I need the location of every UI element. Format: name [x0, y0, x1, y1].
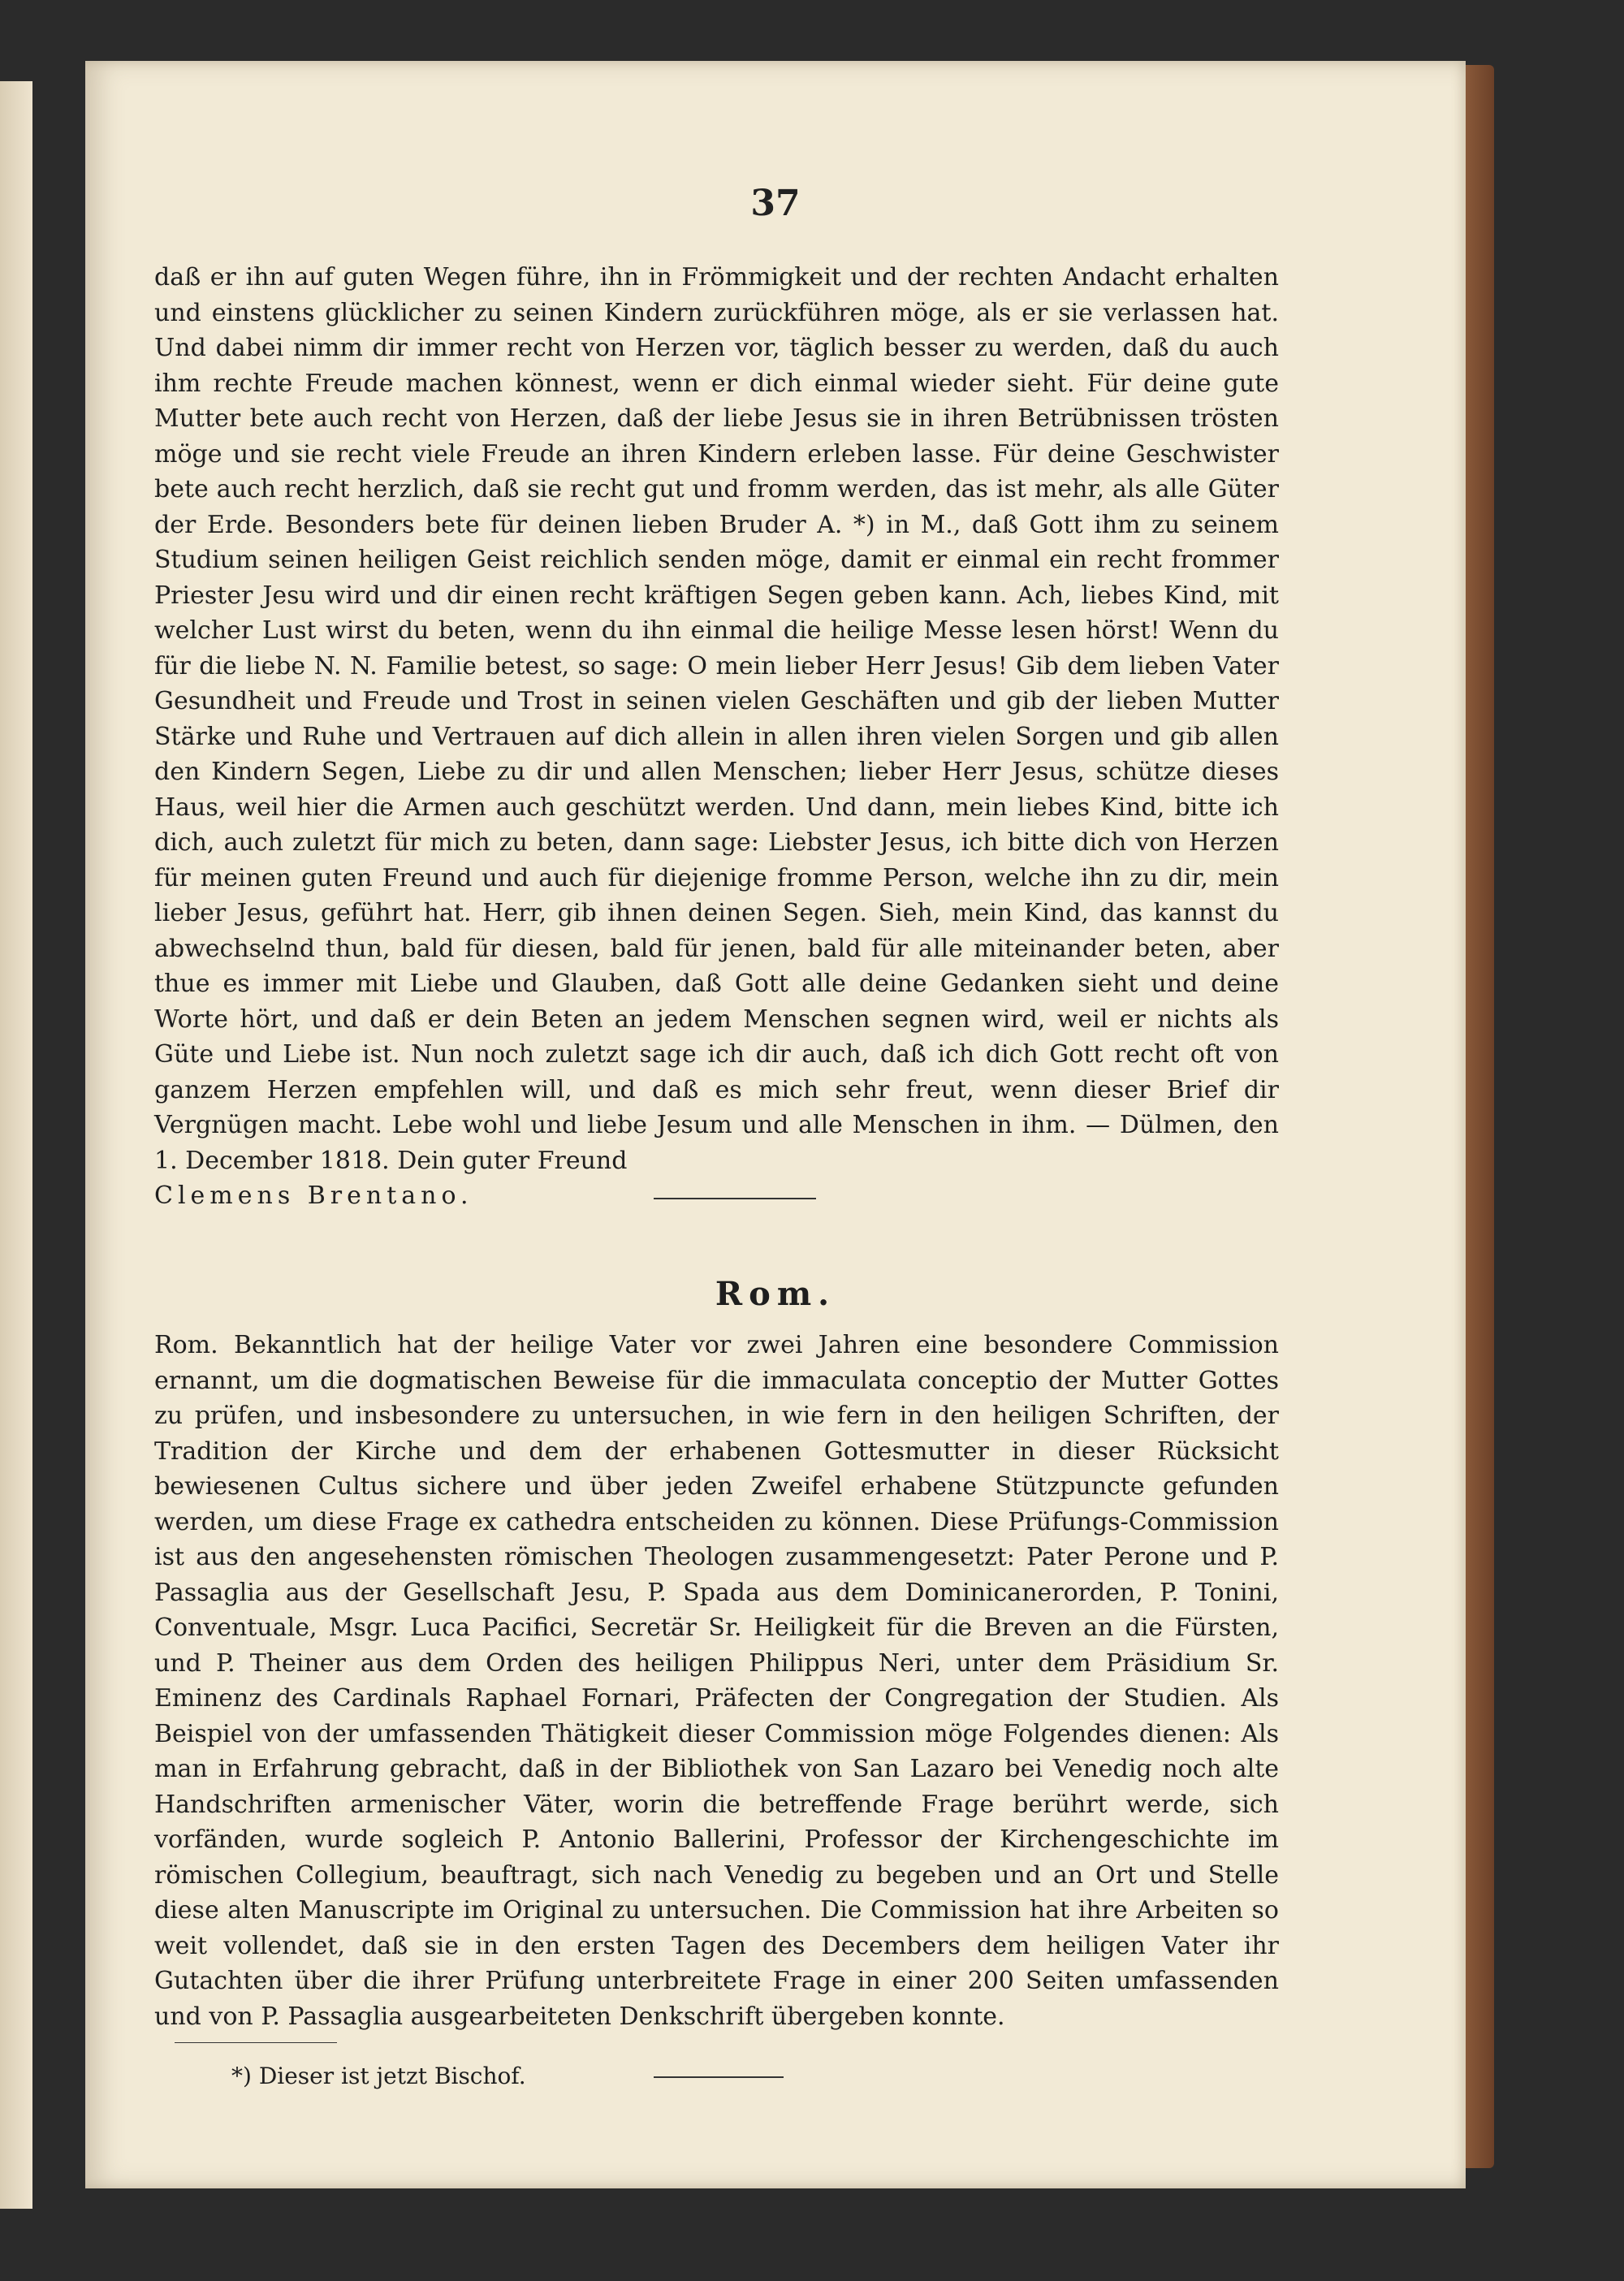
letter-text-block	[154, 260, 1279, 1214]
footnote-divider	[175, 2042, 337, 2043]
section-divider	[654, 1198, 816, 1199]
article-text-block	[154, 1328, 1279, 2034]
article-paragraph: Rom. Bekanntlich hat der heilige Vater vor zwei Jahren eine besondere Commission ernannt, um die dogmatischen Beweise für die immaculata conceptio der Mutter Gottes zu prüfen, und insbesondere zu untersuchen, in wie fern in den heiligen Schriften, der Tradition der Kirche und dem der erhabenen Gottesmutter in dieser Rücksicht bewiesenen Cultus sichere und über jeden Zweifel erhabene Stützpuncte gefunden werden, um diese Frage ex cathedra entscheiden zu können. Diese Prüfungs-Commission ist aus den angesehensten römischen Theologen zusammengesetzt: Pater Perone und P. Passaglia aus der Gesellschaft Jesu, P. Spada aus dem Dominicanerorden, P. Tonini, Conventuale, Msgr. Luca Pacifici, Secretär Sr. Heiligkeit für die Breven an die Fürsten, und P. Theiner aus dem Orden des heiligen Philippus Neri, unter dem Präsidium Sr. Eminenz des Cardinals Raphael Fornari, Präfecten der Congregation der Studien. Als Beispiel von der umfassenden Thätigkeit dieser Commission möge Folgendes dienen: Als man in Erfahrung gebracht, daß in der Bibliothek von San Lazaro bei Venedig noch alte Handschriften armenischer Väter, worin die betreffende Frage berührt werde, sich vorfänden, wurde sogleich P. Antonio Ballerini, Professor der Kirchengeschichte im römischen Collegium, beauftragt, sich nach Venedig zu begeben und an Ort und Stelle diese alten Manuscripte im Original zu untersuchen. Die Commission hat ihre Arbeiten so weit vollendet, daß sie in den ersten Tagen des Decembers dem heiligen Vater ihr Gutachten über die ihrer Prüfung unterbreitete Frage in einer 200 Seiten umfassenden und von P. Passaglia ausgearbeiteten Denkschrift übergeben konnte.	[154, 1331, 1279, 2031]
footnote: *) Dieser ist jetzt Bischof.	[231, 2063, 526, 2089]
letter-paragraph: daß er ihn auf guten Wegen führe, ihn in Frömmigkeit und der rechten Andacht erhalten und einstens glücklicher zu seinen Kindern zurückführen möge, als er sie verlassen hat. Und dabei nimm dir immer recht von Herzen vor, täglich besser zu werden, daß du auch ihm rechte Freude machen könnest, wenn er dich einmal wieder sieht. Für deine gute Mutter bete auch recht von Herzen, daß der liebe Jesus sie in ihren Betrübnissen trösten möge und sie recht viele Freude an ihren Kindern erleben lasse. Für deine Geschwister bete auch recht herzlich, daß sie recht gut und fromm werden, das ist mehr, als alle Güter der Erde. Besonders bete für deinen lieben Bruder A. *) in M., daß Gott ihm zu seinem Studium seinen heiligen Geist reichlich senden möge, damit er einmal ein recht frommer Priester Jesu wird und dir einen recht kräftigen Segen geben kann. Ach, liebes Kind, mit welcher Lust wirst du beten, wenn du ihn einmal die heilige Messe lesen hörst! Wenn du für die liebe N. N. Familie betest, so sage: O mein lieber Herr Jesus! Gib dem lieben Vater Gesundheit und Freude und Trost in seinen vielen Geschäften und gib der lieben Mutter Stärke und Ruhe und Vertrauen auf dich allein in allen ihren vielen Sorgen und gib allen den Kindern Segen, Liebe zu dir und allen Menschen; lieber Herr Jesus, schütze dieses Haus, weil hier die Armen auch geschützt werden. Und dann, mein liebes Kind, bitte ich dich, auch zuletzt für mich zu beten, dann sage: Liebster Jesus, ich bitte dich von Herzen für meinen guten Freund und auch für diejenige fromme Person, welche ihn zu dir, mein lieber Jesus, geführt hat. Herr, gib ihnen deinen Segen. Sieh, mein Kind, das kannst du abwechselnd thun, bald für diesen, bald für jenen, bald für alle miteinander beten, aber thue es immer mit Liebe und Glauben, daß Gott alle deine Gedanken sieht und deine Worte hört, und daß er dein Beten an jedem Menschen segnen wird, weil er nichts als Güte und Liebe ist. Nun noch zuletzt sage ich dir auch, daß ich dich Gott recht oft von ganzem Herzen empfehlen will, und daß es mich sehr freut, wenn dieser Brief dir Vergnügen macht. Lebe wohl und liebe Jesum und alle Menschen in ihm. — Dülmen, den 1. December 1818. Dein guter Freund	[154, 263, 1279, 1175]
section-heading: Rom.	[715, 1275, 836, 1313]
page-number: 37	[750, 183, 801, 224]
book-page	[85, 61, 1466, 2188]
left-page-edge	[0, 81, 32, 2209]
signature: Clemens Brentano.	[154, 1182, 473, 1210]
end-divider	[654, 2076, 784, 2078]
